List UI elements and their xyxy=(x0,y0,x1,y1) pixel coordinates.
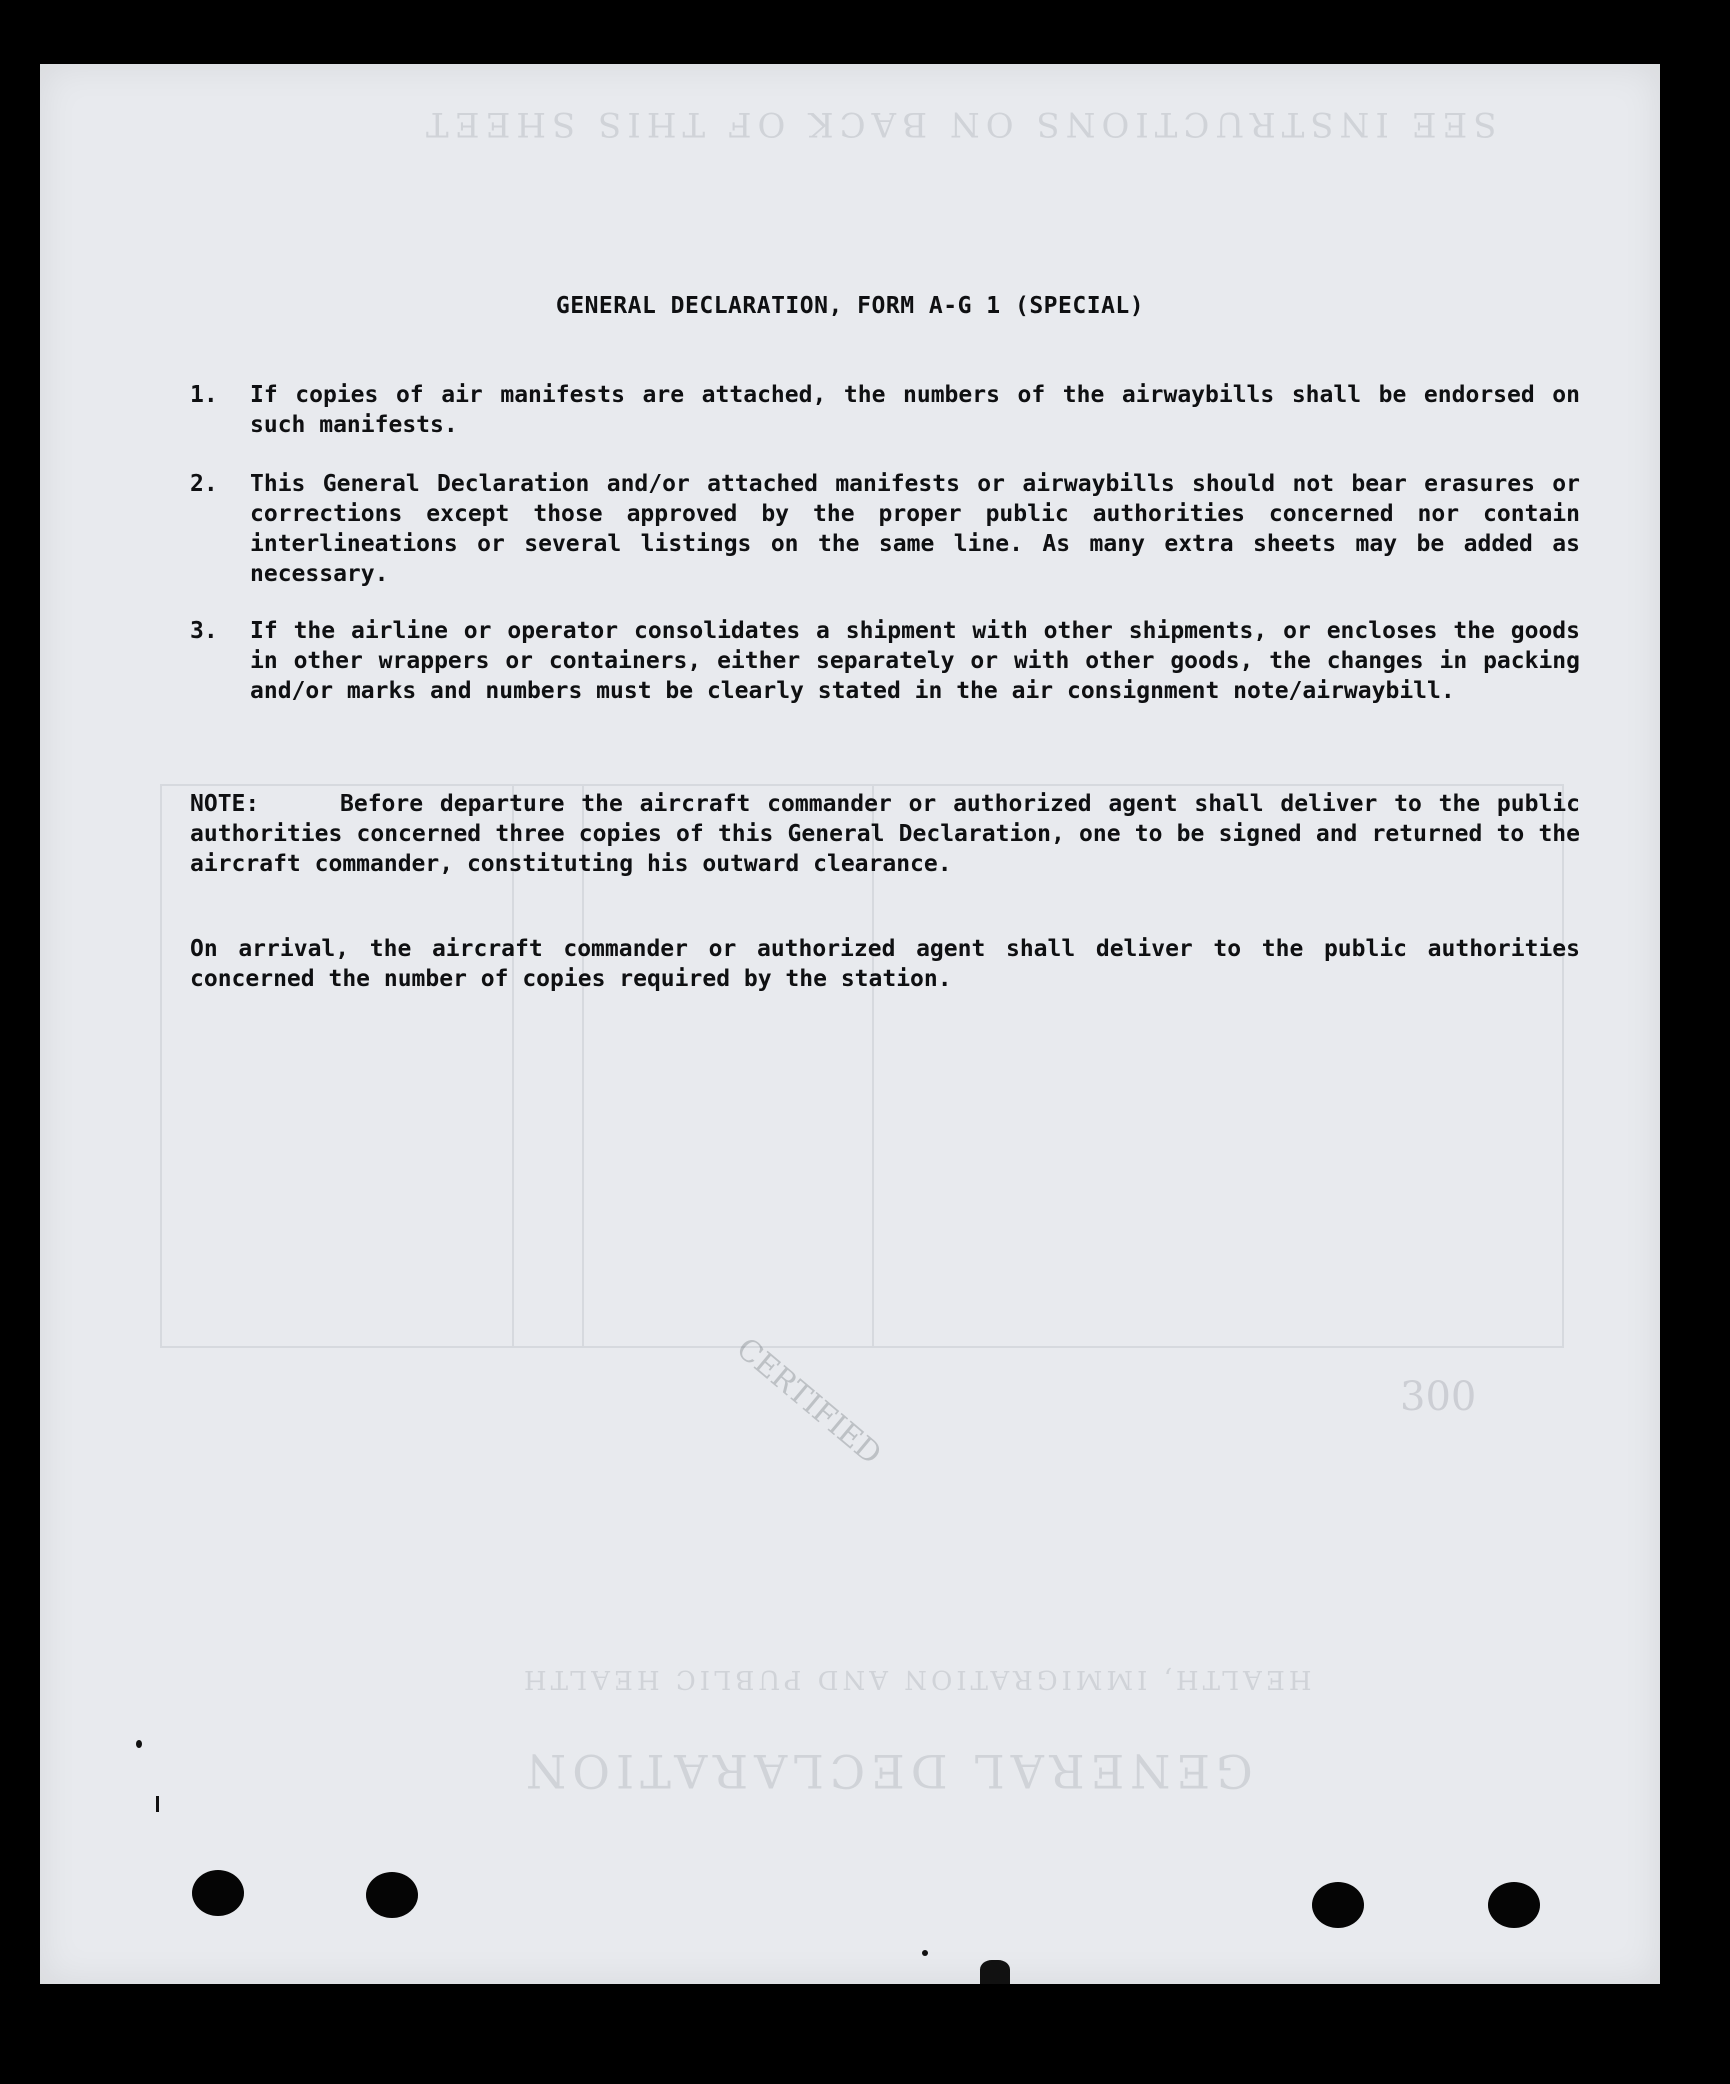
speck-mark xyxy=(136,1740,142,1748)
page-title: GENERAL DECLARATION, FORM A-G 1 (SPECIAL) xyxy=(555,293,1145,319)
bleed-through-stamp: CERTIFIED xyxy=(729,1331,888,1472)
arrival-note xyxy=(190,934,1580,994)
bleed-through-number: 300 xyxy=(1400,1374,1477,1420)
bleed-through-heading: SEE INSTRUCTIONS ON BACK OF THIS SHEET xyxy=(420,104,1497,144)
instruction-number: 1. xyxy=(190,382,218,408)
departure-note xyxy=(190,789,1580,879)
instruction-number: 3. xyxy=(190,618,218,644)
punch-hole-icon xyxy=(366,1872,418,1918)
punch-hole-icon xyxy=(192,1870,244,1916)
instruction-text: This General Declaration and/or attached manifests or airwaybills should not bear erasures or corrections except those approved by the proper public authorities concerned nor contain interlineations or several listings on the same line. As many extra sheets may be added as necessary. xyxy=(250,471,1580,587)
note-text: Before departure the aircraft commander or authorized agent shall deliver to the public authorities concerned three copies of this General Declaration, one to be signed and returned to the aircraft commander, constituting his outward clearance. xyxy=(190,791,1580,877)
instruction-item-2 xyxy=(190,469,1580,589)
punch-hole-icon xyxy=(1488,1882,1540,1928)
bleed-through-subheading: HEALTH, IMMIGRATION AND PUBLIC HEALTH xyxy=(520,1664,1312,1694)
speck-mark xyxy=(980,1960,1010,1984)
punch-hole-icon xyxy=(1312,1882,1364,1928)
bleed-through-title: GENERAL DECLARATION xyxy=(520,1744,1253,1798)
speck-mark xyxy=(156,1796,159,1812)
instruction-item-3 xyxy=(190,616,1580,706)
speck-mark xyxy=(922,1950,928,1956)
arrival-text: On arrival, the aircraft commander or authorized agent shall deliver to the public authorities concerned the number of copies required by the station. xyxy=(190,936,1580,992)
instruction-number: 2. xyxy=(190,471,218,497)
instruction-text: If copies of air manifests are attached, the numbers of the airwaybills shall be endorsed on such manifests. xyxy=(250,382,1580,438)
document-page xyxy=(40,64,1660,1984)
document-content xyxy=(40,64,1660,1984)
instruction-text: If the airline or operator consolidates a shipment with other shipments, or encloses the goods in other wrappers or containers, either separately or with other goods, the changes in packing and/or marks and numbers must be clearly stated in the air consignment note/airwaybill. xyxy=(250,618,1580,704)
instruction-item-1 xyxy=(190,380,1580,440)
note-label: NOTE: xyxy=(190,791,260,817)
